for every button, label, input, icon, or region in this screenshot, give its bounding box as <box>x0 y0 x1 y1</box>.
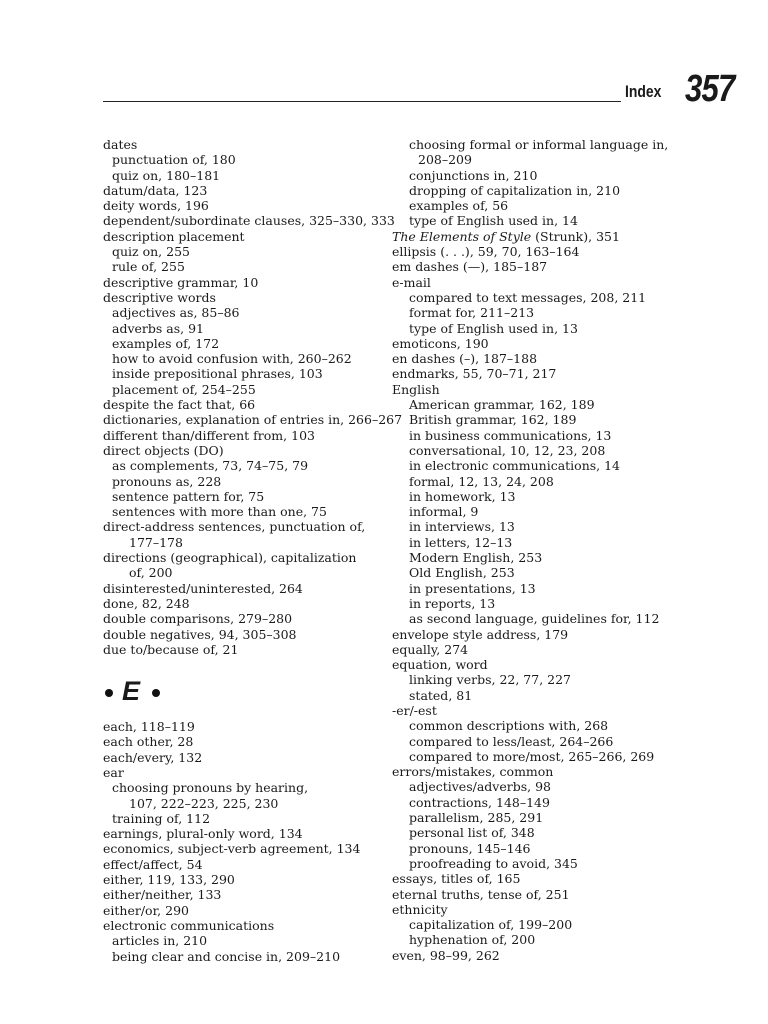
index-entry: as complements, 73, 74–75, 79 <box>112 458 309 474</box>
index-entry: effect/affect, 54 <box>103 856 203 872</box>
index-entry: contractions, 148–149 <box>409 794 550 810</box>
index-entry: either/or, 290 <box>103 902 189 918</box>
index-entry: each, 118–119 <box>103 719 195 735</box>
index-entry: British grammar, 162, 189 <box>409 412 577 428</box>
index-entry: sentence pattern for, 75 <box>112 488 265 504</box>
index-entry: envelope style address, 179 <box>392 626 569 642</box>
index-entry: 208–209 <box>418 152 472 168</box>
index-entry: Modern English, 253 <box>409 550 543 566</box>
index-entry: common descriptions with, 268 <box>409 718 609 734</box>
index-entry: hyphenation of, 200 <box>409 932 536 948</box>
index-entry: essays, titles of, 165 <box>392 871 521 887</box>
index-entry: of, 200 <box>129 565 173 581</box>
index-entry: pronouns as, 228 <box>112 473 222 489</box>
index-entry: conversational, 10, 12, 23, 208 <box>409 442 606 458</box>
index-entry: punctuation of, 180 <box>112 152 236 168</box>
index-entry: disinterested/uninterested, 264 <box>103 580 303 596</box>
index-entry: dates <box>103 137 138 152</box>
index-entry: linking verbs, 22, 77, 227 <box>409 672 572 688</box>
index-entry: equally, 274 <box>392 641 469 657</box>
index-entry: en dashes (–), 187–188 <box>392 351 538 367</box>
index-entry: adverbs as, 91 <box>112 320 204 336</box>
index-entry: Old English, 253 <box>409 565 515 581</box>
index-entry: quiz on, 255 <box>112 244 190 260</box>
index-entry: type of English used in, 14 <box>409 213 578 229</box>
bullet-icon <box>105 689 113 697</box>
index-entry: directions (geographical), capitalization <box>103 550 357 566</box>
index-entry: direct objects (DO) <box>103 442 224 458</box>
index-entry: descriptive words <box>103 289 216 305</box>
book-title: The Elements of Style <box>392 228 532 244</box>
index-entry: dropping of capitalization in, 210 <box>409 182 621 198</box>
index-entry: e-mail <box>392 274 431 290</box>
index-entry: stated, 81 <box>409 687 473 703</box>
index-entry: in presentations, 13 <box>409 580 536 596</box>
index-entry: equation, word <box>392 657 488 673</box>
index-entry: in interviews, 13 <box>409 519 515 535</box>
index-entry: how to avoid confusion with, 260–262 <box>112 351 352 367</box>
bullet-icon <box>152 689 160 697</box>
index-entry: even, 98–99, 262 <box>392 947 500 963</box>
index-entry: in letters, 12–13 <box>409 534 513 550</box>
index-entry: adjectives as, 85–86 <box>112 305 240 321</box>
index-entry: double comparisons, 279–280 <box>103 611 293 627</box>
index-entry: placement of, 254–255 <box>112 381 256 397</box>
index-entry: as second language, guidelines for, 112 <box>409 611 660 627</box>
index-entry: proofreading to avoid, 345 <box>409 855 578 871</box>
index-column-right <box>392 137 669 963</box>
index-entry: sentences with more than one, 75 <box>112 504 327 520</box>
index-entry: 107, 222–223, 225, 230 <box>129 795 279 811</box>
index-entries-e <box>103 719 383 964</box>
index-entry: training of, 112 <box>112 810 211 826</box>
index-entry: eternal truths, tense of, 251 <box>392 886 570 902</box>
page-number: 357 <box>685 68 735 110</box>
index-entry: in business communications, 13 <box>409 427 612 443</box>
index-entry: compared to less/least, 264–266 <box>409 733 614 749</box>
index-entry: The Elements of Style (Strunk), 351 <box>392 228 620 244</box>
index-entry: ellipsis (. . .), 59, 70, 163–164 <box>392 244 580 260</box>
index-entry: each/every, 132 <box>103 749 203 765</box>
index-entry: dictionaries, explanation of entries in, 266–267 <box>103 412 403 428</box>
index-entry: choosing formal or informal language in, <box>409 137 669 152</box>
index-entry: compared to more/most, 265–266, 269 <box>409 748 655 764</box>
index-entry: double negatives, 94, 305–308 <box>103 626 297 642</box>
section-letter: E <box>122 676 141 707</box>
page-header <box>103 70 748 110</box>
index-entry: rule of, 255 <box>112 259 185 275</box>
index-entry: being clear and concise in, 209–210 <box>112 948 341 964</box>
index-entry: type of English used in, 13 <box>409 320 578 336</box>
index-entry: -er/-est <box>392 702 437 718</box>
index-entry: despite the fact that, 66 <box>103 397 256 413</box>
index-entry: datum/data, 123 <box>103 182 208 198</box>
index-entry: descriptive grammar, 10 <box>103 274 259 290</box>
index-entry: endmarks, 55, 70–71, 217 <box>392 366 557 382</box>
index-entry: either, 119, 133, 290 <box>103 872 235 888</box>
index-entry: each other, 28 <box>103 734 194 750</box>
index-entry: in electronic communications, 14 <box>409 458 621 474</box>
index-entry: pronouns, 145–146 <box>409 840 531 856</box>
index-entry: format for, 211–213 <box>409 305 535 321</box>
index-entry: American grammar, 162, 189 <box>409 397 595 413</box>
index-entry: articles in, 210 <box>112 933 208 949</box>
index-entries-d <box>103 137 403 657</box>
index-entry: ethnicity <box>392 901 448 917</box>
index-entry: compared to text messages, 208, 211 <box>409 289 647 305</box>
header-rule <box>103 101 621 102</box>
index-entry: informal, 9 <box>409 504 479 520</box>
index-entry: economics, subject-verb agreement, 134 <box>103 841 361 857</box>
index-entry: ear <box>103 764 124 780</box>
index-entry: examples of, 56 <box>409 198 509 214</box>
index-entry: electronic communications <box>103 917 275 933</box>
index-column-left <box>103 137 403 964</box>
index-entry: em dashes (—), 185–187 <box>392 259 548 275</box>
index-entry: personal list of, 348 <box>409 825 535 841</box>
index-entry: quiz on, 180–181 <box>112 167 221 183</box>
letter-heading-e <box>103 671 383 717</box>
index-entry: description placement <box>103 228 245 244</box>
index-entry: direct-address sentences, punctuation of, <box>103 519 366 535</box>
index-entry: in reports, 13 <box>409 595 496 611</box>
index-entry: in homework, 13 <box>409 488 516 504</box>
index-entry: emoticons, 190 <box>392 335 489 351</box>
index-entry: parallelism, 285, 291 <box>409 810 544 826</box>
index-entry: done, 82, 248 <box>103 595 190 611</box>
index-entry: either/neither, 133 <box>103 887 222 903</box>
index-entry: earnings, plural-only word, 134 <box>103 826 303 842</box>
index-entry: deity words, 196 <box>103 198 209 214</box>
index-entry: errors/mistakes, common <box>392 764 554 780</box>
index-entry: due to/because of, 21 <box>103 641 239 657</box>
index-entry: formal, 12, 13, 24, 208 <box>409 473 554 489</box>
index-entry: inside prepositional phrases, 103 <box>112 366 323 382</box>
index-entry: adjectives/adverbs, 98 <box>409 779 551 795</box>
index-entry: conjunctions in, 210 <box>409 167 538 183</box>
index-entry: choosing pronouns by hearing, <box>112 780 309 796</box>
index-entry: capitalization of, 199–200 <box>409 917 573 933</box>
section-label: Index <box>625 82 662 101</box>
index-entry: 177–178 <box>129 534 183 550</box>
index-entry: different than/different from, 103 <box>103 427 315 443</box>
index-entries-e-continued <box>392 137 669 963</box>
index-entry: English <box>392 381 440 397</box>
index-entry: dependent/subordinate clauses, 325–330, 333 <box>103 213 395 229</box>
index-entry: examples of, 172 <box>112 335 220 351</box>
